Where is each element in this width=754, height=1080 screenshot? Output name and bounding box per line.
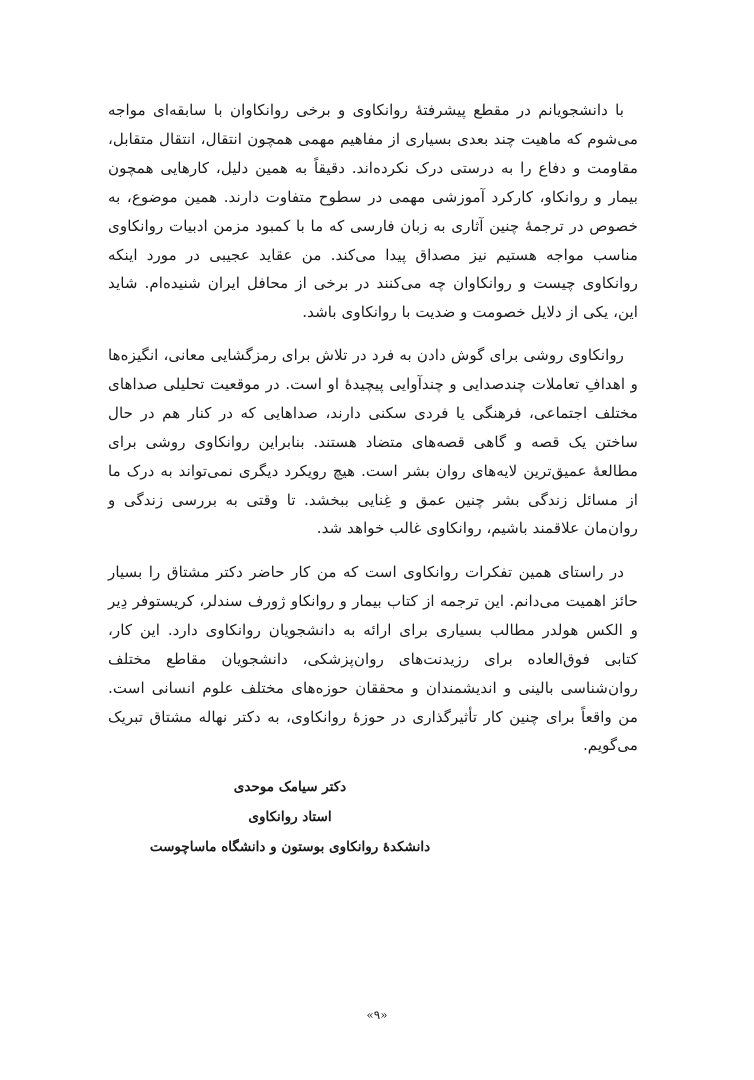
page-number: «۹» bbox=[366, 1008, 388, 1022]
author-signature-block bbox=[140, 772, 440, 862]
author-name: دکتر سیامک موحدی bbox=[233, 779, 347, 795]
foreword-paragraph-1 bbox=[108, 96, 638, 327]
paragraph-text: روانکاوی روشی برای گوش دادن به فرد در تلاش برای رمزگشایی معانی، انگیزه‌ها و اهدافِ تعاملات چندصدایی و چندآوایی پیچیدهٔ او است. در موقعیت تحلیلی صداهای مختلف اجتماعی، فرهنگی یا فردی سکنی دارند، صداهایی که در کنار هم در حال ساختن یک قصه و گاهی قصه‌های متضاد هستند. بنابراین روانکاوی روشی برای مطالعهٔ عمیق‌ترین لایه‌های روان بشر است. هیچ رویکرد دیگری نمی‌تواند به درک ما از مسائل زندگی بشر چنین عمق و غِنایی ببخشد. تا وقتی به بررسی زندگی و روان‌مان علاقمند باشیم، روانکاوی غالب خواهد شد. bbox=[108, 346, 638, 538]
paragraph-text: با دانشجویانم در مقطع پیشرفتهٔ روانکاوی و برخی روانکاوان با سابقه‌ای مواجه می‌شوم که ماهیت چند بعدی بسیاری از مفاهیم مهمی همچون انتقال، انتقال متقابل، مقاومت و دفاع را به درستی درک نکرده‌اند. دقیقاً به همین دلیل، کارهایی همچون بیمار و روانکاو، کارکرد آموزشی مهمی در سطوح متفاوت دارند. همین موضوع، به خصوص در ترجمهٔ چنین آثاری به زبان فارسی که ما با کمبود مزمن ادبیات روانکاوی مناسب مواجه هستیم نیز مصداق پیدا می‌کند. من عقاید عجیبی در مورد اینکه روانکاوی چیست و روانکاوان چه می‌کنند در برخی از محافل ایران شنیده‌ام. شاید این، یکی از دلایل خصومت و ضدیت با روانکاوی باشد. bbox=[108, 101, 638, 322]
author-affiliation: دانشکدهٔ روانکاوی بوستون و دانشگاه ماساچوست bbox=[149, 839, 431, 855]
foreword-paragraph-2 bbox=[108, 341, 638, 543]
foreword-paragraph-3 bbox=[108, 558, 638, 760]
paragraph-text: در راستای همین تفکرات روانکاوی است که من کار حاضر دکتر مشتاق را بسیار حائز اهمیت می‌دانم. این ترجمه از کتاب بیمار و روانکاو ژورف سندلر، کریستوفر دِیر و الکس هولدر مطالب بسیاری برای ارائه به دانشجویان روانکاوی دارد. این کار، کتابی فوق‌العاده برای رزیدنت‌های روان‌پزشکی، دانشجویان مقاطع مختلف روان‌شناسی بالینی و اندیشمندان و محققان حوزه‌های مختلف علوم انسانی است. من واقعاً برای چنین کار تأثیرگذاری در حوزهٔ روانکاوی، به دکتر نهاله مشتاق تبریک می‌گویم. bbox=[108, 563, 638, 755]
author-title: استاد روانکاوی bbox=[248, 809, 332, 825]
